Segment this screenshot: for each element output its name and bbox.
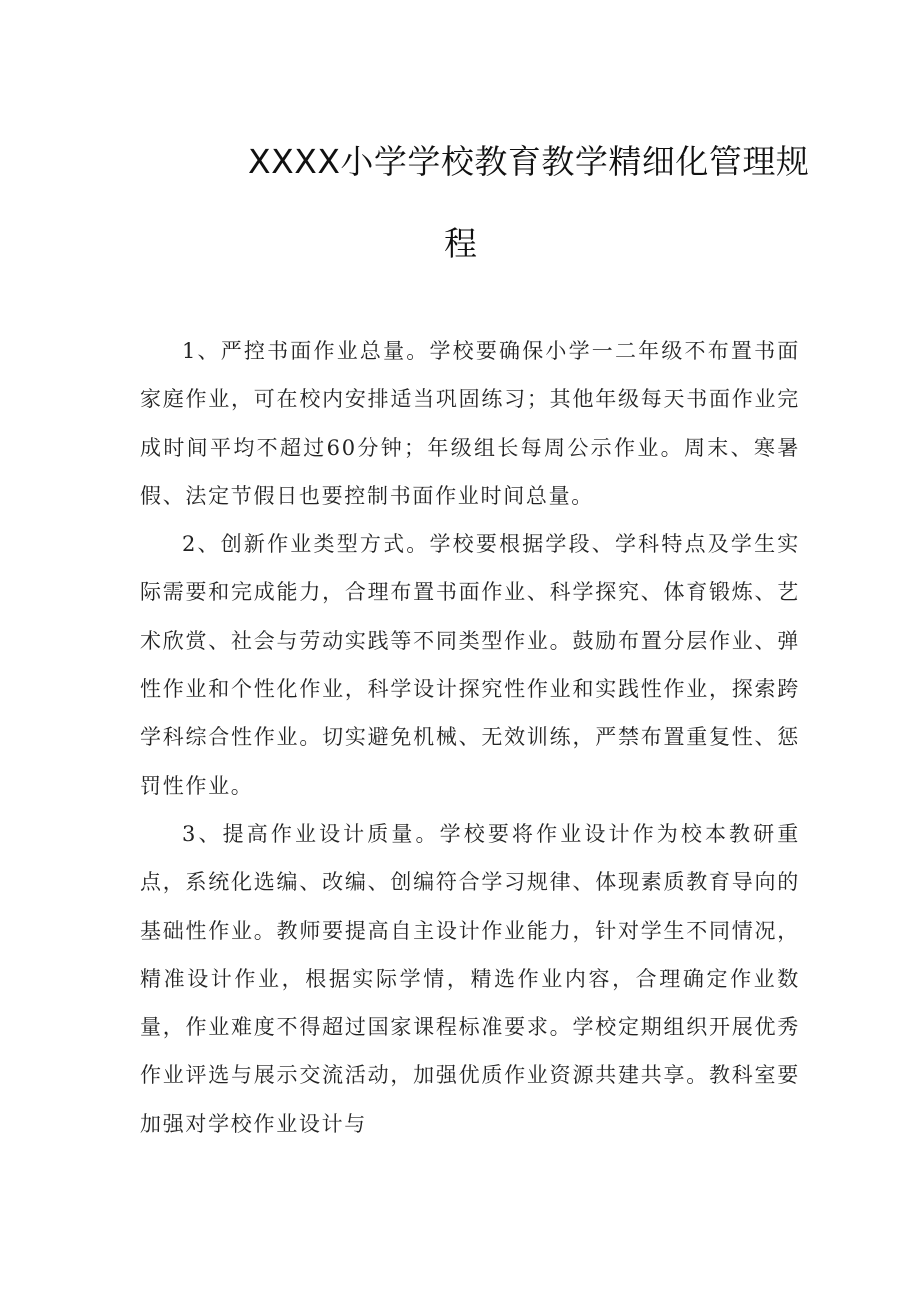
document-title-line-1: XXXX小学学校教育教学精细化管理规 — [248, 142, 810, 181]
paragraph-1: 1、严控书面作业总量。学校要确保小学一二年级不布置书面家庭作业，可在校内安排适当巩固练习；其他年级每天书面作业完成时间平均不超过60分钟；年级组长每周公示作业。周末、寒暑假、法定节假日也要控制书面作业时间总量。 — [140, 339, 800, 508]
document-title-line-2: 程 — [444, 224, 477, 263]
paragraph-3: 3、提高作业设计质量。学校要将作业设计作为校本教研重点，系统化选编、改编、创编符合学习规律、体现素质教育导向的基础性作业。教师要提高自主设计作业能力，针对学生不同情况，精准设计作业，根据实际学情，精选作业内容，合理确定作业数量，作业难度不得超过国家课程标准要求。学校定期组织开展优秀作业评选与展示交流活动，加强优质作业资源共建共享。教科室要加强对学校作业设计与 — [140, 821, 800, 1136]
document-body — [140, 327, 800, 1148]
paragraph-2: 2、创新作业类型方式。学校要根据学段、学科特点及学生实际需要和完成能力，合理布置书面作业、科学探究、体育锻炼、艺术欣赏、社会与劳动实践等不同类型作业。鼓励布置分层作业、弹性作业和个性化作业，科学设计探究性作业和实践性作业，探索跨学科综合性作业。切实避免机械、无效训练，严禁布置重复性、惩罚性作业。 — [140, 532, 800, 798]
